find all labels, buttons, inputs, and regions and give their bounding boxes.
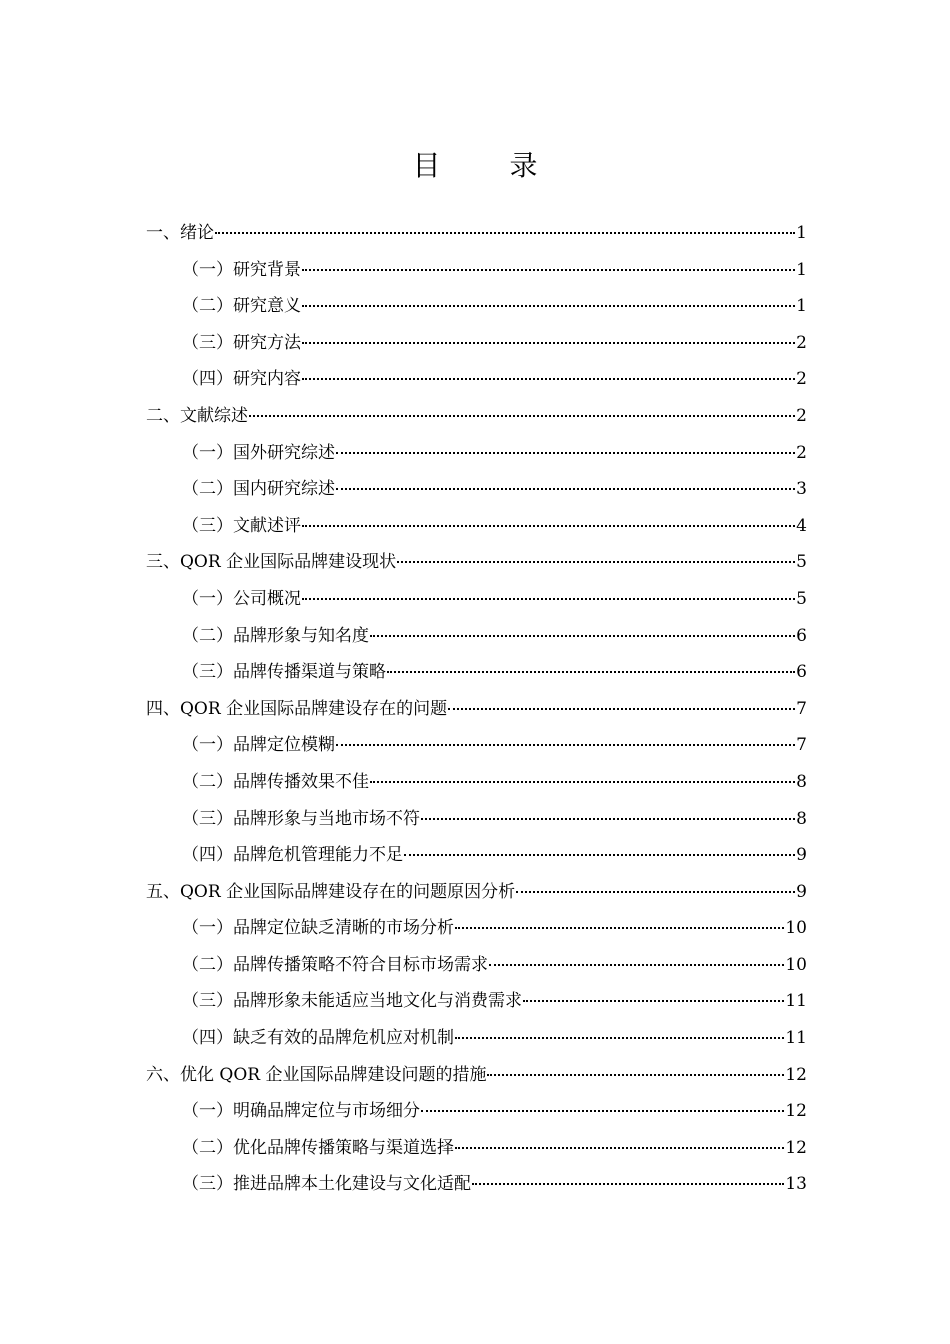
toc-dot-leader	[455, 917, 784, 929]
toc-entry-page-number: 1	[796, 223, 807, 243]
toc-dot-leader	[448, 698, 795, 710]
toc-entry[interactable]	[146, 361, 807, 398]
toc-entry-page-number: 10	[785, 918, 807, 939]
toc-entry[interactable]	[146, 801, 807, 838]
toc-entry-label: 二、文献综述	[146, 405, 248, 426]
toc-entry-label: （二）国内研究综述	[182, 479, 335, 500]
toc-entry-page-number: 12	[785, 1064, 807, 1085]
toc-entry[interactable]	[146, 1057, 807, 1094]
toc-entry-label: （四）研究内容	[182, 369, 301, 390]
toc-entry-page-number: 5	[796, 552, 807, 573]
toc-dot-leader	[523, 990, 784, 1002]
toc-entry-page-number: 6	[796, 662, 807, 683]
toc-entry[interactable]	[146, 618, 807, 655]
toc-dot-leader	[302, 515, 795, 527]
toc-entry-label: （二）品牌传播效果不佳	[182, 771, 369, 792]
toc-entry-page-number: 7	[796, 735, 807, 756]
toc-entry-label: 六、优化 QOR 企业国际品牌建设问题的措施	[146, 1064, 487, 1085]
toc-entry-label: （一）品牌定位缺乏清晰的市场分析	[182, 918, 454, 939]
toc-entry[interactable]	[146, 544, 807, 581]
toc-entry-page-number: 12	[785, 1137, 807, 1158]
toc-entry-label: （四）缺乏有效的品牌危机应对机制	[182, 1028, 454, 1049]
toc-entry[interactable]	[146, 727, 807, 764]
toc-entry[interactable]	[146, 252, 807, 289]
toc-dot-leader	[215, 222, 795, 234]
toc-entry[interactable]	[146, 983, 807, 1020]
toc-list	[146, 215, 807, 1203]
toc-entry[interactable]	[146, 325, 807, 362]
toc-entry-label: （一）公司概况	[182, 588, 301, 609]
toc-dot-leader	[397, 551, 795, 563]
toc-entry-label: （三）品牌传播渠道与策略	[182, 662, 386, 683]
toc-entry[interactable]	[146, 764, 807, 801]
toc-entry-label: （三）文献述评	[182, 515, 301, 536]
toc-entry-page-number: 8	[796, 771, 807, 792]
toc-entry-label: （一）研究背景	[182, 259, 301, 280]
toc-dot-leader	[387, 661, 795, 673]
toc-entry[interactable]	[146, 837, 807, 874]
toc-entry[interactable]	[146, 288, 807, 325]
toc-dot-leader	[370, 625, 795, 637]
toc-entry-page-number: 5	[796, 588, 807, 609]
toc-entry-label: （三）品牌形象与当地市场不符	[182, 808, 420, 829]
toc-entry-label: （一）国外研究综述	[182, 442, 335, 463]
toc-entry-page-number: 2	[796, 332, 807, 353]
toc-entry-label: （二）品牌传播策略不符合目标市场需求	[182, 954, 488, 975]
toc-entry-page-number: 9	[796, 845, 807, 866]
toc-entry[interactable]	[146, 910, 807, 947]
toc-entry-page-number: 13	[785, 1174, 807, 1195]
toc-entry-label: （三）研究方法	[182, 332, 301, 353]
toc-entry-label: 三、QOR 企业国际品牌建设现状	[146, 552, 397, 573]
toc-entry[interactable]	[146, 581, 807, 618]
toc-entry-page-number: 9	[796, 881, 807, 902]
toc-dot-leader	[302, 588, 795, 600]
toc-entry-page-number: 1	[796, 296, 807, 317]
toc-entry[interactable]	[146, 947, 807, 984]
toc-dot-leader	[421, 808, 795, 820]
toc-dot-leader	[302, 295, 795, 307]
toc-dot-leader	[249, 405, 795, 417]
toc-dot-leader	[455, 1137, 784, 1149]
toc-entry-page-number: 10	[785, 954, 807, 975]
toc-entry[interactable]	[146, 1093, 807, 1130]
toc-entry-page-number: 2	[796, 442, 807, 463]
toc-entry-label: （三）推进品牌本土化建设与文化适配	[182, 1174, 471, 1195]
toc-entry[interactable]	[146, 398, 807, 435]
toc-entry-page-number: 3	[796, 479, 807, 500]
toc-dot-leader	[336, 478, 795, 490]
toc-dot-leader	[472, 1173, 784, 1185]
toc-entry-label: （二）优化品牌传播策略与渠道选择	[182, 1137, 454, 1158]
toc-entry-page-number: 2	[796, 369, 807, 390]
toc-entry-page-number: 7	[796, 698, 807, 719]
toc-dot-leader	[455, 1027, 784, 1039]
toc-entry-page-number: 12	[785, 1101, 807, 1122]
toc-entry[interactable]	[146, 1130, 807, 1167]
toc-entry-page-number: 8	[796, 808, 807, 829]
toc-entry[interactable]	[146, 215, 807, 252]
toc-entry[interactable]	[146, 1020, 807, 1057]
toc-entry-label: （一）品牌定位模糊	[182, 735, 335, 756]
toc-entry[interactable]	[146, 508, 807, 545]
toc-title: 目 录	[412, 149, 568, 182]
toc-entry-page-number: 11	[785, 991, 807, 1012]
toc-entry-label: （三）品牌形象未能适应当地文化与消费需求	[182, 991, 522, 1012]
toc-entry-label: 四、QOR 企业国际品牌建设存在的问题	[146, 698, 448, 719]
toc-dot-leader	[336, 734, 795, 746]
toc-dot-leader	[421, 1100, 784, 1112]
toc-entry-label: （四）品牌危机管理能力不足	[182, 845, 403, 866]
toc-dot-leader	[404, 844, 795, 856]
toc-dot-leader	[302, 332, 795, 344]
toc-entry[interactable]	[146, 654, 807, 691]
toc-entry-page-number: 4	[796, 515, 807, 536]
toc-entry[interactable]	[146, 471, 807, 508]
toc-entry-label: （二）品牌形象与知名度	[182, 625, 369, 646]
toc-dot-leader	[487, 1064, 784, 1076]
toc-entry[interactable]	[146, 874, 807, 911]
toc-entry-page-number: 11	[785, 1028, 807, 1049]
toc-dot-leader	[489, 954, 784, 966]
toc-entry[interactable]	[146, 691, 807, 728]
toc-dot-leader	[336, 442, 795, 454]
toc-entry-label: （一）明确品牌定位与市场细分	[182, 1101, 420, 1122]
toc-entry-page-number: 6	[796, 625, 807, 646]
toc-entry-label: 五、QOR 企业国际品牌建设存在的问题原因分析	[146, 881, 516, 902]
toc-entry-label: 一、绪论	[146, 223, 214, 243]
toc-dot-leader	[516, 881, 795, 893]
toc-entry[interactable]	[146, 435, 807, 472]
toc-entry[interactable]	[146, 1166, 807, 1203]
toc-entry-page-number: 1	[796, 259, 807, 280]
toc-dot-leader	[302, 368, 795, 380]
toc-entry-page-number: 2	[796, 405, 807, 426]
toc-entry-label: （二）研究意义	[182, 296, 301, 317]
toc-dot-leader	[370, 771, 795, 783]
toc-dot-leader	[302, 259, 795, 271]
